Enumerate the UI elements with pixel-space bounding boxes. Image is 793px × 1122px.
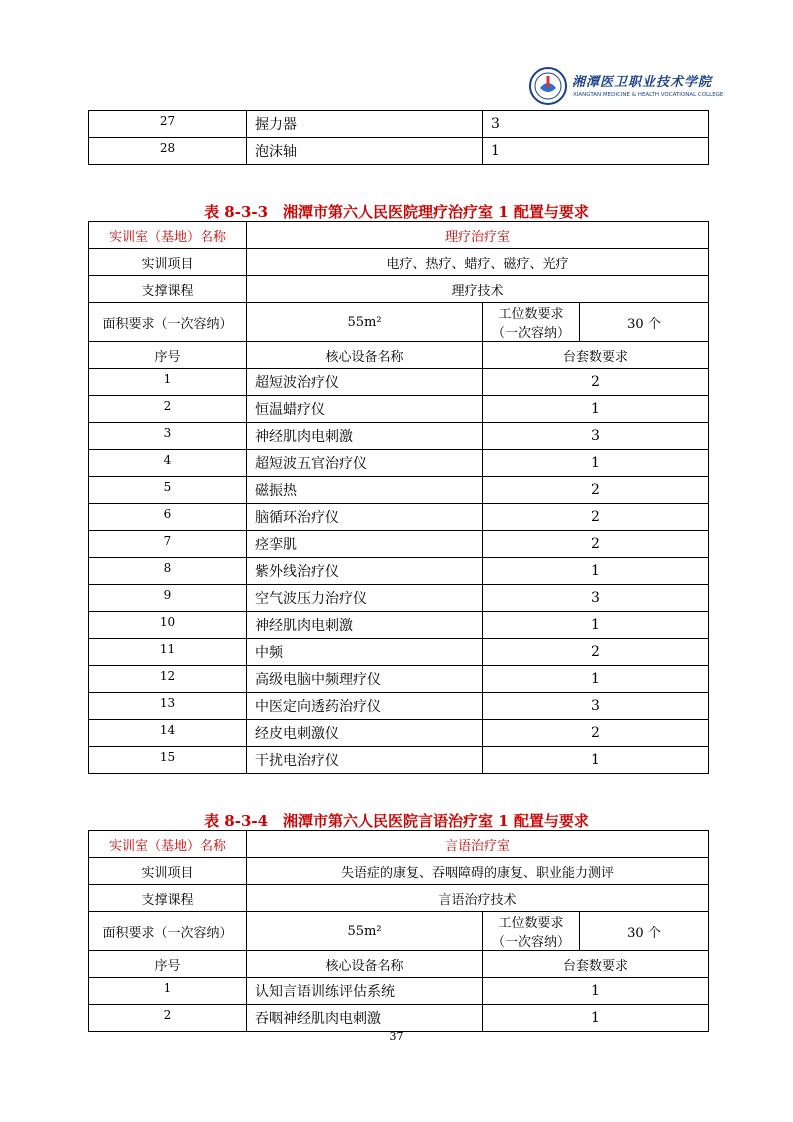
row-number: 1 [89,369,247,396]
table-row [89,558,709,585]
station-label: 工位数要求（一次容纳） [483,912,580,951]
table-row [89,504,709,531]
equipment-name: 空气波压力治疗仪 [247,585,483,612]
col-header-name: 核心设备名称 [247,342,483,369]
row-number: 2 [89,1005,247,1032]
equipment-qty: 2 [483,720,709,747]
equipment-qty: 3 [483,423,709,450]
table-caption: 表 8-3-4 湘潭市第六人民医院言语治疗室 1 配置与要求 [204,812,589,830]
equipment-name: 脑循环治疗仪 [247,504,483,531]
equipment-qty: 1 [483,1005,709,1032]
table-row [89,612,709,639]
area-row [89,303,709,342]
equipment-name: 吞咽神经肌肉电刺激 [247,1005,483,1032]
project-value: 电疗、热疗、蜡疗、磁疗、光疗 [247,249,709,276]
college-logo [528,62,724,112]
room-name-row [89,831,709,858]
project-row [89,249,709,276]
equipment-qty: 1 [483,612,709,639]
area-value: 55m² [247,303,483,342]
equipment-qty: 1 [483,747,709,774]
col-header-qty: 台套数要求 [483,342,709,369]
project-row [89,858,709,885]
equipment-qty: 1 [483,138,709,165]
col-header-no: 序号 [89,951,247,978]
equipment-qty: 2 [483,504,709,531]
column-header-row [89,342,709,369]
room-label: 实训室（基地）名称 [89,222,247,249]
area-label: 面积要求（一次容纳） [89,303,247,342]
table-row [89,978,709,1005]
equipment-name: 超短波五官治疗仪 [247,450,483,477]
equipment-qty: 2 [483,531,709,558]
equipment-name: 握力器 [247,111,483,138]
course-value: 言语治疗技术 [247,885,709,912]
row-number: 10 [89,612,247,639]
station-value: 30 个 [580,303,709,342]
table-row [89,531,709,558]
equipment-name: 磁振热 [247,477,483,504]
equipment-name: 高级电脑中频理疗仪 [247,666,483,693]
equipment-name: 神经肌肉电刺激 [247,612,483,639]
equipment-name: 经皮电刺激仪 [247,720,483,747]
table-row [89,585,709,612]
table-row [89,693,709,720]
row-number: 1 [89,978,247,1005]
physiotherapy-room-table [88,221,709,774]
row-number: 12 [89,666,247,693]
area-row [89,912,709,951]
course-label: 支撑课程 [89,885,247,912]
row-number: 2 [89,396,247,423]
col-header-name: 核心设备名称 [247,951,483,978]
row-number: 14 [89,720,247,747]
equipment-name: 泡沫轴 [247,138,483,165]
table-row [89,396,709,423]
column-header-row [89,951,709,978]
room-value: 理疗治疗室 [247,222,709,249]
table-row [89,666,709,693]
logo-subtitle: XIANGTAN MEDICINE & HEALTH VOCATIONAL COLLEGE [573,92,724,98]
project-label: 实训项目 [89,249,247,276]
area-label: 面积要求（一次容纳） [89,912,247,951]
equipment-name: 紫外线治疗仪 [247,558,483,585]
col-header-no: 序号 [89,342,247,369]
equipment-name: 干扰电治疗仪 [247,747,483,774]
course-value: 理疗技术 [247,276,709,303]
equipment-qty: 1 [483,558,709,585]
equipment-qty: 1 [483,450,709,477]
equipment-qty: 3 [483,111,709,138]
table-row [89,369,709,396]
table-row [89,423,709,450]
continued-equipment-table [88,110,709,165]
equipment-name: 认知言语训练评估系统 [247,978,483,1005]
table-row [89,450,709,477]
equipment-name: 神经肌肉电刺激 [247,423,483,450]
table-row [89,138,709,165]
row-number: 28 [89,138,247,165]
equipment-name: 超短波治疗仪 [247,369,483,396]
row-number: 6 [89,504,247,531]
room-name-row [89,222,709,249]
row-number: 3 [89,423,247,450]
equipment-name: 痉挛肌 [247,531,483,558]
equipment-name: 中医定向透药治疗仪 [247,693,483,720]
room-label: 实训室（基地）名称 [89,831,247,858]
col-header-qty: 台套数要求 [483,951,709,978]
row-number: 8 [89,558,247,585]
equipment-name: 中频 [247,639,483,666]
equipment-name: 恒温蜡疗仪 [247,396,483,423]
equipment-qty: 2 [483,369,709,396]
row-number: 4 [89,450,247,477]
college-emblem-icon [528,66,568,106]
project-label: 实训项目 [89,858,247,885]
area-value: 55m² [247,912,483,951]
equipment-qty: 2 [483,477,709,504]
row-number: 13 [89,693,247,720]
station-label: 工位数要求（一次容纳） [483,303,580,342]
table-row [89,1005,709,1032]
equipment-qty: 1 [483,666,709,693]
equipment-qty: 3 [483,693,709,720]
row-number: 15 [89,747,247,774]
page-number: 37 [389,1030,404,1043]
room-value: 言语治疗室 [247,831,709,858]
equipment-qty: 1 [483,396,709,423]
row-number: 7 [89,531,247,558]
course-label: 支撑课程 [89,276,247,303]
table-caption: 表 8-3-3 湘潭市第六人民医院理疗治疗室 1 配置与要求 [204,203,589,221]
row-number: 9 [89,585,247,612]
table-row [89,111,709,138]
course-row [89,276,709,303]
course-row [89,885,709,912]
equipment-qty: 3 [483,585,709,612]
table-row [89,720,709,747]
table-row [89,747,709,774]
logo-title: 湘潭医卫职业技术学院 [572,75,713,90]
table-row [89,639,709,666]
project-value: 失语症的康复、吞咽障碍的康复、职业能力测评 [247,858,709,885]
station-value: 30 个 [580,912,709,951]
row-number: 27 [89,111,247,138]
row-number: 11 [89,639,247,666]
speech-room-table [88,830,709,1032]
equipment-qty: 2 [483,639,709,666]
row-number: 5 [89,477,247,504]
equipment-qty: 1 [483,978,709,1005]
table-row [89,477,709,504]
